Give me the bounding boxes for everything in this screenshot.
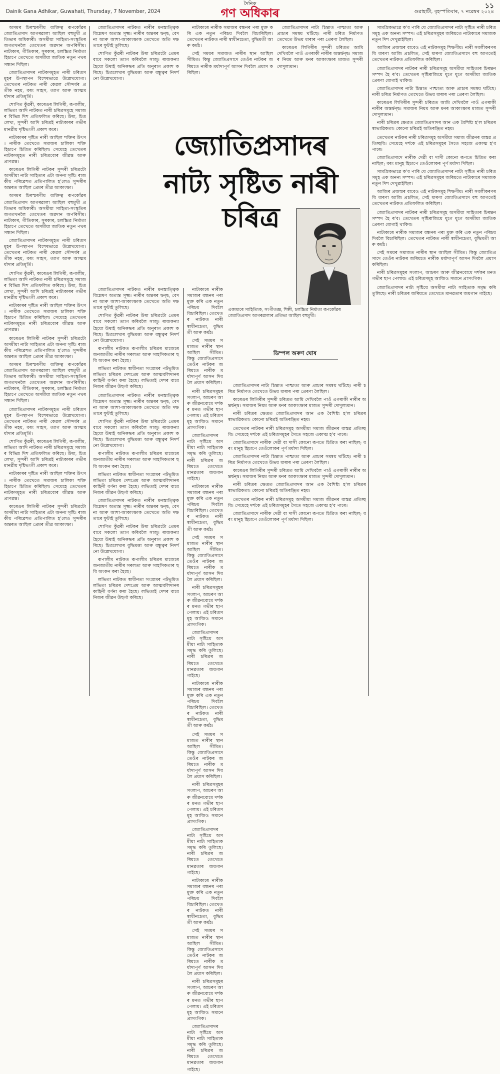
- article-byline: ডিম্পল অৰুণ ঘোষ: [273, 351, 317, 357]
- article-paragraph: শোণিত কুঁৱৰী নাটকৰ উষা চৰিত্ৰটো প্ৰেমৰ বাবে সকলো ত্যাগ কৰিবলৈ সাজু। ৰাজকন্যা হৈয়ো উষাই অনিৰুদ্ধৰ প্ৰতি অনুৰাগ প্ৰকাশ কৰিছে। চিত্ৰলেখাৰ বুদ্ধিমত্তা আৰু বন্ধুত্বৰ নিদৰ্শনো উল্লেখযোগ্য।: [93, 525, 179, 555]
- article-paragraph: সেই সময়ৰ সমাজত নাৰীৰ স্থান আছিল সীমিত। কিন্তু জ্যোতিপ্ৰসাদে তেওঁৰ নাটকৰ জৰিয়তে নাৰীক মৰ্যাদাপূৰ্ণ আসন দিবলৈ প্ৰয়াস কৰিছিল।: [187, 929, 223, 978]
- article-paragraph: নাৰী চৰিত্ৰসমূহৰ সংলাপ, আচৰণ আৰু জীৱনবোধে দৰ্শকৰ মনত গভীৰ ছাপ পেলায়। এই চৰিত্ৰসমূহ আজিও সমানে প্ৰাসংগিক।: [372, 271, 496, 283]
- article-paragraph: নাৰী চৰিত্ৰসমূহৰ সংলাপ, আচৰণ আৰু জীৱনবোধে দৰ্শকৰ মনত গভীৰ ছাপ পেলায়। এই চৰিত্ৰসমূহ আজিও সমানে প্ৰাসংগিক।: [187, 389, 223, 432]
- article-paragraph: জ্যোতিপ্ৰসাদৰ নাটকৰ নাৰী চৰিত্ৰসমূহ অসমীয়া সাহিত্যৰ চিৰন্তন সম্পদ হৈ ৰ'ব। তেখেতৰ সৃষ্টিৰাজিয়ে যুগে যুগে অসমীয়া জাতিক প্ৰেৰণা যোগাই থাকিব।: [372, 66, 496, 84]
- article-paragraph: জ্যোতিপ্ৰসাদৰ নাটকৰ নাৰী চৰিত্ৰসমূহ অসমীয়া সাহিত্যৰ চিৰন্তন সম্পদ হৈ ৰ'ব। তেখেতৰ সৃষ্টিৰাজিয়ে যুগে যুগে অসমীয়া জাতিক প্ৰেৰণা যোগাই থাকিব।: [372, 210, 496, 228]
- byline-divider: [252, 359, 338, 360]
- article-paragraph: কাৰেঙৰ লিগিৰীৰ সুন্দৰী চৰিত্ৰত আমি দেখিবলৈ পাওঁ এগৰাকী নাৰীৰ অন্তৰ্দ্বন্দ্ব। সমাজৰ নিয়ম আৰু মনৰ আকাংক্ষাৰ মাজত সুন্দৰী দোদুল্যমান।: [228, 469, 366, 481]
- article-paragraph: সামগ্ৰিকভাৱে ক'ব পাৰি যে জ্যোতিপ্ৰসাদৰ নাট্য সৃষ্টিত নাৰী চৰিত্ৰসমূহ এক অনন্য সম্পদ। এই চৰিত্ৰসমূহৰ জৰিয়তে নাট্যকাৰে সমাজক নতুন দিশ দেখুৱাইছিল।: [372, 169, 496, 188]
- column-divider: [183, 288, 184, 696]
- article-paragraph: নাৰী চৰিত্ৰৰ ক্ষেত্ৰত জ্যোতিপ্ৰসাদৰ আন এক বৈশিষ্ট্য হ'ল চৰিত্ৰৰ স্বাভাৱিকতা। কোনো চৰিত্ৰই অতিৰঞ্জিত নহয়।: [228, 483, 366, 495]
- article-paragraph: আজিৰ প্ৰজন্মৰ বাবেও এই নাটকসমূহ শিক্ষণীয়। নাৰী সবলীকৰণৰ যি ধাৰণা আজি প্ৰচলিত, সেই ধাৰণা জ্যোতিপ্ৰসাদে বহু আগতেই তেখেতৰ নাটকত প্ৰতিফলিত কৰিছিল।: [372, 190, 496, 208]
- article-paragraph: জ্যোতিপ্ৰসাদৰ নাটকত নাৰীৰ মনস্তাত্ত্বিক বিশ্লেষণ অত্যন্ত সূক্ষ্ম। নাৰীৰ অন্তৰৰ দ্বন্দ্ব, বেদনা আৰু আশা-আকাংক্ষাক তেখেতে অতি দক্ষতাৰে ফুটাই তুলিছে।: [93, 499, 179, 523]
- article-paragraph: কাৰেঙৰ লিগিৰীৰ সুন্দৰী চৰিত্ৰত আমি দেখিবলৈ পাওঁ এগৰাকী নাৰীৰ অন্তৰ্দ্বন্দ্ব। সমাজৰ নিয়ম আৰু মনৰ আকাংক্ষাৰ মাজত সুন্দৰী দোদুল্যমান।: [372, 101, 496, 119]
- article-paragraph: ৰূপালীম নাটকত ৰূপালীম চৰিত্ৰৰ মাজেৰে জনজাতীয় নাৰীৰ সৰলতা আৰু সাহসিকতাৰ ছবি অংকন কৰা হৈছে।: [93, 452, 179, 470]
- article-paragraph: আজিৰ প্ৰজন্মৰ বাবেও এই নাটকসমূহ শিক্ষণীয়। নাৰী সবলীকৰণৰ যি ধাৰণা আজি প্ৰচলিত, সেই ধাৰণা জ্যোতিপ্ৰসাদে বহু আগতেই তেখেতৰ নাটকত প্ৰতিফলিত কৰিছিল।: [372, 46, 496, 64]
- article-paragraph: জ্যোতিপ্ৰসাদৰ নাট্য সৃষ্টিয়ে অসমীয়া নাট্য সাহিত্যক সমৃদ্ধ কৰি তুলিছে। নাৰী চৰিত্ৰৰ জৰিয়তে তেখেতে মানৱতাৰ জয়গান গাইছে।: [187, 827, 223, 876]
- article-paragraph: অসমৰ চিৰস্মৰণীয় ব্যক্তিত্ব ৰূপকোঁৱৰ জ্যোতিপ্ৰসাদ আগৰৱালা আছিল বহুমুখী প্ৰতিভাৰ অধিকাৰী। অসমীয়া সাহিত্য-সংস্কৃতিৰ জগতখনলৈ তেখেতৰ অৱদান অপৰিসীম। নাট্যকাৰ, গীতিকাৰ, সুৰকাৰ, চলচ্চিত্ৰ নিৰ্মাতা হিচাপে তেখেতে অসমীয়া জাতিক নতুন পথৰ সন্ধান দিছিল।: [4, 362, 86, 405]
- article-paragraph: কাৰেঙৰ লিগিৰী নাটকৰ সুন্দৰী চৰিত্ৰটো অসমীয়া নাট্য সাহিত্যৰ এটা অনন্য সৃষ্টি। ৰাজকীয় পৰিৱেশত প্ৰতিপালিত হ'লেও সুন্দৰীৰ অন্তৰত আছিল প্ৰেমৰ তীব্ৰ আকাংক্ষা।: [4, 504, 86, 529]
- article-paragraph: তেখেতৰ নাটকৰ নাৰী চৰিত্ৰসমূহ অসমীয়া সমাজ জীৱনৰ বাস্তৱ প্ৰতিচ্ছবি। সেয়েহে দৰ্শকে এই চৰিত্ৰসমূহৰ সৈতে সহজে একাত্ম হ'ব পাৰে।: [372, 135, 496, 153]
- article-paragraph: সেই সময়ৰ সমাজত নাৰীৰ স্থান আছিল সীমিত। কিন্তু জ্যোতিপ্ৰসাদে তেওঁৰ নাটকৰ জৰিয়তে নাৰীক মৰ্যাদাপূৰ্ণ আসন দিবলৈ প্ৰয়াস কৰিছিল।: [187, 338, 223, 387]
- article-paragraph: কাৰেঙৰ লিগিৰীৰ সুন্দৰী চৰিত্ৰত আমি দেখিবলৈ পাওঁ এগৰাকী নাৰীৰ অন্তৰ্দ্বন্দ্ব। সমাজৰ নিয়ম আৰু মনৰ আকাংক্ষাৰ মাজত সুন্দৰী দোদুল্যমান।: [228, 398, 366, 410]
- article-paragraph: শোণিত কুঁৱৰী, কাৰেঙৰ লিগিৰী, ৰূপালীম, লভিতা আদি নাটকত নাৰী চৰিত্ৰসমূহে সমাজৰ বিভিন্ন দিশ প্ৰতিফলিত কৰিছে। উষা, চিত্ৰলেখা, সুন্দৰী আদি চৰিত্ৰই নাট্যকাৰৰ গভীৰ মানৱীয় দৃষ্টিভংগী প্ৰকাশ কৰে।: [4, 440, 86, 470]
- article-column-3: [187, 26, 273, 126]
- article-paragraph: লভিতা নাটকত স্বাধীনতা সংগ্ৰামৰ পটভূমিত লভিতা চৰিত্ৰৰ দেশপ্ৰেম আৰু আত্মবলিদানৰ কাহিনী বৰ্ণনা কৰা হৈছে। লভিতাই দেশৰ বাবে নিজৰ জীৱন উছৰ্গা কৰিছে।: [93, 578, 179, 602]
- article-paragraph: সেই সময়ৰ সমাজত নাৰীৰ স্থান আছিল সীমিত। কিন্তু জ্যোতিপ্ৰসাদে তেওঁৰ নাটকৰ জৰিয়তে নাৰীক মৰ্যাদাপূৰ্ণ আসন দিবলৈ প্ৰয়াস কৰিছিল।: [187, 52, 273, 76]
- article-paragraph: নাট্যকাৰে নাৰীক সমাজৰ বন্ধনৰ পৰা মুক্ত কৰি এক নতুন পৰিচয় দিবলৈ বিচাৰিছিল। তেখেতৰ নাটকত নাৰী স্বাধীনচেতা, বুদ্ধিমতী আৰু কৰ্মঠ।: [187, 681, 223, 730]
- article-paragraph: নাট্যকাৰৰ দৃষ্টিত নাৰী আছিল শক্তিৰ উৎস। নাৰীক তেখেতে সমাজৰ চালিকা শক্তি হিচাপে চিত্ৰিত কৰিছিল। সেয়েহে তেখেতৰ নাটকসমূহত নাৰী চৰিত্ৰবোৰ জীৱন্ত আৰু প্ৰাণৱন্ত।: [4, 135, 86, 165]
- article-paragraph: ৰূপালীম নাটকত ৰূপালীম চৰিত্ৰৰ মাজেৰে জনজাতীয় নাৰীৰ সৰলতা আৰু সাহসিকতাৰ ছবি অংকন কৰা হৈছে।: [93, 346, 179, 365]
- article-paragraph: নাট্যকাৰে নাৰীক সমাজৰ বন্ধনৰ পৰা মুক্ত কৰি এক নতুন পৰিচয় দিবলৈ বিচাৰিছিল। তেখেতৰ নাটকত নাৰী স্বাধীনচেতা, বুদ্ধিমতী আৰু কৰ্মঠ।: [187, 878, 223, 927]
- article-paragraph: জ্যোতিপ্ৰসাদৰ নাটকসমূহত নাৰী চৰিত্ৰসমূহৰ উপস্থাপন বিশেষভাৱে উল্লেখযোগ্য। তেখেতৰ নাটকত নাৰী কেৱল সৌন্দৰ্যৰ প্ৰতীক নহয়, বৰং সাহস, ত্যাগ আৰু আত্মমৰ্যাদাৰ প্ৰতিমূৰ্তি।: [4, 239, 86, 269]
- article-column-2-lower: [93, 288, 179, 696]
- portrait-caption: একাধাৰে সাহিত্যিক, সংগীতজ্ঞ, শিল্পী, চলচ্চিত্ৰ নিৰ্মাতা ৰূপকোঁৱৰ জ্যোতিপ্ৰসাদ আগৰৱালাৰ প্ৰতিভা আছিল বহুমুখী।: [228, 308, 341, 319]
- article-paragraph: নাৰী চৰিত্ৰৰ ক্ষেত্ৰত জ্যোতিপ্ৰসাদৰ আন এক বৈশিষ্ট্য হ'ল চৰিত্ৰৰ স্বাভাৱিকতা। কোনো চৰিত্ৰই অতিৰঞ্জিত নহয়।: [372, 121, 496, 133]
- article-paragraph: তেখেতৰ নাটকৰ নাৰী চৰিত্ৰসমূহ অসমীয়া সমাজ জীৱনৰ বাস্তৱ প্ৰতিচ্ছবি। সেয়েহে দৰ্শকে এই চৰিত্ৰসমূহৰ সৈতে সহজে একাত্ম হ'ব পাৰে।: [228, 497, 366, 509]
- article-paragraph: সামগ্ৰিকভাৱে ক'ব পাৰি যে জ্যোতিপ্ৰসাদৰ নাট্য সৃষ্টিত নাৰী চৰিত্ৰসমূহ এক অনন্য সম্পদ। এই চৰিত্ৰসমূহৰ জৰিয়তে নাট্যকাৰে সমাজক নতুন দিশ দেখুৱাইছিল।: [372, 26, 496, 44]
- article-paragraph: নাৰী চৰিত্ৰসমূহৰ সংলাপ, আচৰণ আৰু জীৱনবোধে দৰ্শকৰ মনত গভীৰ ছাপ পেলায়। এই চৰিত্ৰসমূহ আজিও সমানে প্ৰাসংগিক।: [187, 980, 223, 1022]
- article-paragraph: নাট্যকাৰে নাৰীক সমাজৰ বন্ধনৰ পৰা মুক্ত কৰি এক নতুন পৰিচয় দিবলৈ বিচাৰিছিল। তেখেতৰ নাটকত নাৰী স্বাধীনচেতা, বুদ্ধিমতী আৰু কৰ্মঠ।: [187, 484, 223, 533]
- masthead: [0, 0, 500, 22]
- article-paragraph: জ্যোতিপ্ৰসাদৰ নাট্য সৃষ্টিয়ে অসমীয়া নাট্য সাহিত্যক সমৃদ্ধ কৰি তুলিছে। নাৰী চৰিত্ৰৰ জৰিয়তে তেখেতে মানৱতাৰ জয়গান গাইছে।: [187, 631, 223, 679]
- article-paragraph: নাট্যকাৰে নাৰীক সমাজৰ বন্ধনৰ পৰা মুক্ত কৰি এক নতুন পৰিচয় দিবলৈ বিচাৰিছিল। তেখেতৰ নাটকত নাৰী স্বাধীনচেতা, বুদ্ধিমতী আৰু কৰ্মঠ।: [187, 288, 223, 336]
- article-paragraph: জ্যোতিপ্ৰসাদে নাৰীক দেৱী বা দাসী কোনো ৰূপতে চিত্ৰিত কৰা নাছিল; বৰং মানুহ হিচাপে তেওঁলোকৰ পূৰ্ণ মৰ্যাদা দিছিল।: [228, 511, 366, 523]
- article-column-5: [372, 26, 496, 696]
- article-paragraph: কাৰেঙৰ লিগিৰী নাটকৰ সুন্দৰী চৰিত্ৰটো অসমীয়া নাট্য সাহিত্যৰ এটা অনন্য সৃষ্টি। ৰাজকীয় পৰিৱেশত প্ৰতিপালিত হ'লেও সুন্দৰীৰ অন্তৰত আছিল প্ৰেমৰ তীব্ৰ আকাংক্ষা।: [4, 336, 86, 360]
- article-paragraph: নাট্যকাৰৰ দৃষ্টিত নাৰী আছিল শক্তিৰ উৎস। নাৰীক তেখেতে সমাজৰ চালিকা শক্তি হিচাপে চিত্ৰিত কৰিছিল। সেয়েহে তেখেতৰ নাটকসমূহত নাৰী চৰিত্ৰবোৰ জীৱন্ত আৰু প্ৰাণৱন্ত।: [4, 472, 86, 502]
- article-paragraph: জ্যোতিপ্ৰসাদৰ নাটকত নাৰীৰ মনস্তাত্ত্বিক বিশ্লেষণ অত্যন্ত সূক্ষ্ম। নাৰীৰ অন্তৰৰ দ্বন্দ্ব, বেদনা আৰু আশা-আকাংক্ষাক তেখেতে অতি দক্ষতাৰে ফুটাই তুলিছে।: [93, 288, 179, 312]
- article-column-1: [4, 26, 86, 696]
- headline-line-1: জ্যোতিপ্ৰসাদৰ: [174, 131, 328, 162]
- article-paragraph: সেই সময়ৰ সমাজত নাৰীৰ স্থান আছিল সীমিত। কিন্তু জ্যোতিপ্ৰসাদে তেওঁৰ নাটকৰ জৰিয়তে নাৰীক মৰ্যাদাপূৰ্ণ আসন দিবলৈ প্ৰয়াস কৰিছিল।: [372, 251, 496, 269]
- article-paragraph: জ্যোতিপ্ৰসাদৰ নাট্য চিন্তাত পাশ্চাত্য আৰু প্ৰাচ্যৰ সমন্বয় ঘটিছে। নাৰী চৰিত্ৰ নিৰ্মাণত তেখেতে উভয় ধাৰাৰ পৰা প্ৰেৰণা লৈছিল।: [228, 384, 366, 396]
- article-column-4: [277, 26, 363, 126]
- masthead-daily-label: দৈনিক: [243, 1, 257, 7]
- masthead-left-dateline: Dainik Gana Adhikar, Guwahati, Thursday, 7 November, 2024: [6, 9, 161, 15]
- column-divider: [89, 26, 90, 696]
- article-column-2: [93, 26, 179, 126]
- article-paragraph: শোণিত কুঁৱৰী নাটকৰ উষা চৰিত্ৰটো প্ৰেমৰ বাবে সকলো ত্যাগ কৰিবলৈ সাজু। ৰাজকন্যা হৈয়ো উষাই অনিৰুদ্ধৰ প্ৰতি অনুৰাগ প্ৰকাশ কৰিছে। চিত্ৰলেখাৰ বুদ্ধিমত্তা আৰু বন্ধুত্বৰ নিদৰ্শনো উল্লেখযোগ্য।: [93, 419, 179, 450]
- article-paragraph: জ্যোতিপ্ৰসাদৰ নাটকত নাৰীৰ মনস্তাত্ত্বিক বিশ্লেষণ অত্যন্ত সূক্ষ্ম। নাৰীৰ অন্তৰৰ দ্বন্দ্ব, বেদনা আৰু আশা-আকাংক্ষাক তেখেতে অতি দক্ষতাৰে ফুটাই তুলিছে।: [93, 26, 179, 50]
- article-paragraph: নাৰী চৰিত্ৰসমূহৰ সংলাপ, আচৰণ আৰু জীৱনবোধে দৰ্শকৰ মনত গভীৰ ছাপ পেলায়। এই চৰিত্ৰসমূহ আজিও সমানে প্ৰাসংগিক।: [187, 586, 223, 628]
- article-paragraph: সেই সময়ৰ সমাজত নাৰীৰ স্থান আছিল সীমিত। কিন্তু জ্যোতিপ্ৰসাদে তেওঁৰ নাটকৰ জৰিয়তে নাৰীক মৰ্যাদাপূৰ্ণ আসন দিবলৈ প্ৰয়াস কৰিছিল।: [187, 535, 223, 584]
- headline-line-2: নাট্য সৃষ্টিত নাৰী চৰিত্ৰ: [163, 169, 339, 234]
- article-paragraph: কাৰেঙৰ লিগিৰীৰ সুন্দৰী চৰিত্ৰত আমি দেখিবলৈ পাওঁ এগৰাকী নাৰীৰ অন্তৰ্দ্বন্দ্ব। সমাজৰ নিয়ম আৰু মনৰ আকাংক্ষাৰ মাজত সুন্দৰী দোদুল্যমান।: [277, 46, 363, 70]
- article-paragraph: শোণিত কুঁৱৰী নাটকৰ উষা চৰিত্ৰটো প্ৰেমৰ বাবে সকলো ত্যাগ কৰিবলৈ সাজু। ৰাজকন্যা হৈয়ো উষাই অনিৰুদ্ধৰ প্ৰতি অনুৰাগ প্ৰকাশ কৰিছে। চিত্ৰলেখাৰ বুদ্ধিমত্তা আৰু বন্ধুত্বৰ নিদৰ্শনো উল্লেখযোগ্য।: [93, 314, 179, 344]
- article-paragraph: শোণিত কুঁৱৰী নাটকৰ উষা চৰিত্ৰটো প্ৰেমৰ বাবে সকলো ত্যাগ কৰিবলৈ সাজু। ৰাজকন্যা হৈয়ো উষাই অনিৰুদ্ধৰ প্ৰতি অনুৰাগ প্ৰকাশ কৰিছে। চিত্ৰলেখাৰ বুদ্ধিমত্তা আৰু বন্ধুত্বৰ নিদৰ্শনো উল্লেখযোগ্য।: [93, 52, 179, 82]
- article-paragraph: জ্যোতিপ্ৰসাদৰ নাটকসমূহত নাৰী চৰিত্ৰসমূহৰ উপস্থাপন বিশেষভাৱে উল্লেখযোগ্য। তেখেতৰ নাটকত নাৰী কেৱল সৌন্দৰ্যৰ প্ৰতীক নহয়, বৰং সাহস, ত্যাগ আৰু আত্মমৰ্যাদাৰ প্ৰতিমূৰ্তি।: [4, 70, 86, 101]
- article-paragraph: জ্যোতিপ্ৰসাদৰ নাট্য সৃষ্টিয়ে অসমীয়া নাট্য সাহিত্যক সমৃদ্ধ কৰি তুলিছে। নাৰী চৰিত্ৰৰ জৰিয়তে তেখেতে মানৱতাৰ জয়গান গাইছে।: [187, 434, 223, 482]
- masthead-right-dateline: গুৱাহাটী, বৃহস্পতিবাৰ, ৭ নৱেম্বৰ ২০২৪: [414, 9, 494, 15]
- masthead-newspaper-name: গণ অধিকাৰ: [220, 6, 280, 20]
- author-portrait-image: [296, 208, 360, 304]
- masthead-logo: [200, 1, 300, 20]
- article-paragraph: জ্যোতিপ্ৰসাদৰ নাট্য চিন্তাত পাশ্চাত্য আৰু প্ৰাচ্যৰ সমন্বয় ঘটিছে। নাৰী চৰিত্ৰ নিৰ্মাণত তেখেতে উভয় ধাৰাৰ পৰা প্ৰেৰণা লৈছিল।: [228, 454, 366, 467]
- article-column-3-lower: [187, 288, 223, 1073]
- column-divider: [368, 26, 369, 696]
- article-paragraph: কাৰেঙৰ লিগিৰী নাটকৰ সুন্দৰী চৰিত্ৰটো অসমীয়া নাট্য সাহিত্যৰ এটা অনন্য সৃষ্টি। ৰাজকীয় পৰিৱেশত প্ৰতিপালিত হ'লেও সুন্দৰীৰ অন্তৰত আছিল প্ৰেমৰ তীব্ৰ আকাংক্ষা।: [4, 168, 86, 192]
- article-paragraph: শোণিত কুঁৱৰী, কাৰেঙৰ লিগিৰী, ৰূপালীম, লভিতা আদি নাটকত নাৰী চৰিত্ৰসমূহে সমাজৰ বিভিন্ন দিশ প্ৰতিফলিত কৰিছে। উষা, চিত্ৰলেখা, সুন্দৰী আদি চৰিত্ৰই নাট্যকাৰৰ গভীৰ মানৱীয় দৃষ্টিভংগী প্ৰকাশ কৰে।: [4, 271, 86, 301]
- page-number: ১১: [484, 2, 494, 10]
- article-paragraph: ৰূপালীম নাটকত ৰূপালীম চৰিত্ৰৰ মাজেৰে জনজাতীয় নাৰীৰ সৰলতা আৰু সাহসিকতাৰ ছবি অংকন কৰা হৈছে।: [93, 557, 179, 576]
- article-paragraph: নাৰী চৰিত্ৰৰ ক্ষেত্ৰত জ্যোতিপ্ৰসাদৰ আন এক বৈশিষ্ট্য হ'ল চৰিত্ৰৰ স্বাভাৱিকতা। কোনো চৰিত্ৰই অতিৰঞ্জিত নহয়।: [228, 412, 366, 424]
- article-paragraph: তেখেতৰ নাটকৰ নাৰী চৰিত্ৰসমূহ অসমীয়া সমাজ জীৱনৰ বাস্তৱ প্ৰতিচ্ছবি। সেয়েহে দৰ্শকে এই চৰিত্ৰসমূহৰ সৈতে সহজে একাত্ম হ'ব পাৰে।: [228, 426, 366, 438]
- article-paragraph: অসমৰ চিৰস্মৰণীয় ব্যক্তিত্ব ৰূপকোঁৱৰ জ্যোতিপ্ৰসাদ আগৰৱালা আছিল বহুমুখী প্ৰতিভাৰ অধিকাৰী। অসমীয়া সাহিত্য-সংস্কৃতিৰ জগতখনলৈ তেখেতৰ অৱদান অপৰিসীম। নাট্যকাৰ, গীতিকাৰ, সুৰকাৰ, চলচ্চিত্ৰ নিৰ্মাতা হিচাপে তেখেতে অসমীয়া জাতিক নতুন পথৰ সন্ধান দিছিল।: [4, 194, 86, 236]
- article-paragraph: নাৰী চৰিত্ৰসমূহৰ সংলাপ, আচৰণ আৰু জীৱনবোধে দৰ্শকৰ মনত গভীৰ ছাপ পেলায়। এই চৰিত্ৰসমূহ আজিও সমানে প্ৰাসংগিক।: [187, 783, 223, 825]
- article-paragraph: নাট্যকাৰে নাৰীক সমাজৰ বন্ধনৰ পৰা মুক্ত কৰি এক নতুন পৰিচয় দিবলৈ বিচাৰিছিল। তেখেতৰ নাটকত নাৰী স্বাধীনচেতা, বুদ্ধিমতী আৰু কৰ্মঠ।: [372, 230, 496, 248]
- article-paragraph: লভিতা নাটকত স্বাধীনতা সংগ্ৰামৰ পটভূমিত লভিতা চৰিত্ৰৰ দেশপ্ৰেম আৰু আত্মবলিদানৰ কাহিনী বৰ্ণনা কৰা হৈছে। লভিতাই দেশৰ বাবে নিজৰ জীৱন উছৰ্গা কৰিছে।: [93, 367, 179, 391]
- article-paragraph: জ্যোতিপ্ৰসাদৰ নাট্য চিন্তাত পাশ্চাত্য আৰু প্ৰাচ্যৰ সমন্বয় ঘটিছে। নাৰী চৰিত্ৰ নিৰ্মাণত তেখেতে উভয় ধাৰাৰ পৰা প্ৰেৰণা লৈছিল।: [372, 86, 496, 98]
- article-paragraph: জ্যোতিপ্ৰসাদে নাৰীক দেৱী বা দাসী কোনো ৰূপতে চিত্ৰিত কৰা নাছিল; বৰং মানুহ হিচাপে তেওঁলোকৰ পূৰ্ণ মৰ্যাদা দিছিল।: [228, 440, 366, 452]
- article-paragraph: জ্যোতিপ্ৰসাদৰ নাট্য চিন্তাত পাশ্চাত্য আৰু প্ৰাচ্যৰ সমন্বয় ঘটিছে। নাৰী চৰিত্ৰ নিৰ্মাণত তেখেতে উভয় ধাৰাৰ পৰা প্ৰেৰণা লৈছিল।: [277, 26, 363, 44]
- article-paragraph: সেই সময়ৰ সমাজত নাৰীৰ স্থান আছিল সীমিত। কিন্তু জ্যোতিপ্ৰসাদে তেওঁৰ নাটকৰ জৰিয়তে নাৰীক মৰ্যাদাপূৰ্ণ আসন দিবলৈ প্ৰয়াস কৰিছিল।: [187, 732, 223, 781]
- article-paragraph: জ্যোতিপ্ৰসাদৰ নাটকসমূহত নাৰী চৰিত্ৰসমূহৰ উপস্থাপন বিশেষভাৱে উল্লেখযোগ্য। তেখেতৰ নাটকত নাৰী কেৱল সৌন্দৰ্যৰ প্ৰতীক নহয়, বৰং সাহস, ত্যাগ আৰু আত্মমৰ্যাদাৰ প্ৰতিমূৰ্তি।: [4, 407, 86, 437]
- article-column-4-lower: [228, 384, 366, 696]
- article-paragraph: জ্যোতিপ্ৰসাদৰ নাট্য সৃষ্টিয়ে অসমীয়া নাট্য সাহিত্যক সমৃদ্ধ কৰি তুলিছে। নাৰী চৰিত্ৰৰ জৰিয়তে তেখেতে মানৱতাৰ জয়গান গাইছে।: [372, 285, 496, 297]
- article-paragraph: নাট্যকাৰে নাৰীক সমাজৰ বন্ধনৰ পৰা মুক্ত কৰি এক নতুন পৰিচয় দিবলৈ বিচাৰিছিল। তেখেতৰ নাটকত নাৰী স্বাধীনচেতা, বুদ্ধিমতী আৰু কৰ্মঠ।: [187, 26, 273, 50]
- article-paragraph: জ্যোতিপ্ৰসাদৰ নাটকত নাৰীৰ মনস্তাত্ত্বিক বিশ্লেষণ অত্যন্ত সূক্ষ্ম। নাৰীৰ অন্তৰৰ দ্বন্দ্ব, বেদনা আৰু আশা-আকাংক্ষাক তেখেতে অতি দক্ষতাৰে ফুটাই তুলিছে।: [93, 393, 179, 417]
- article-paragraph: জ্যোতিপ্ৰসাদে নাৰীক দেৱী বা দাসী কোনো ৰূপতে চিত্ৰিত কৰা নাছিল; বৰং মানুহ হিচাপে তেওঁলোকৰ পূৰ্ণ মৰ্যাদা দিছিল।: [372, 155, 496, 167]
- article-paragraph: জ্যোতিপ্ৰসাদৰ নাট্য সৃষ্টিয়ে অসমীয়া নাট্য সাহিত্যক সমৃদ্ধ কৰি তুলিছে। নাৰী চৰিত্ৰৰ জৰিয়তে তেখেতে মানৱতাৰ জয়গান গাইছে।: [187, 1024, 223, 1073]
- article-paragraph: শোণিত কুঁৱৰী, কাৰেঙৰ লিগিৰী, ৰূপালীম, লভিতা আদি নাটকত নাৰী চৰিত্ৰসমূহে সমাজৰ বিভিন্ন দিশ প্ৰতিফলিত কৰিছে। উষা, চিত্ৰলেখা, সুন্দৰী আদি চৰিত্ৰই নাট্যকাৰৰ গভীৰ মানৱীয় দৃষ্টিভংগী প্ৰকাশ কৰে।: [4, 103, 86, 133]
- article-paragraph: নাট্যকাৰৰ দৃষ্টিত নাৰী আছিল শক্তিৰ উৎস। নাৰীক তেখেতে সমাজৰ চালিকা শক্তি হিচাপে চিত্ৰিত কৰিছিল। সেয়েহে তেখেতৰ নাটকসমূহত নাৰী চৰিত্ৰবোৰ জীৱন্ত আৰু প্ৰাণৱন্ত।: [4, 304, 86, 334]
- article-paragraph: লভিতা নাটকত স্বাধীনতা সংগ্ৰামৰ পটভূমিত লভিতা চৰিত্ৰৰ দেশপ্ৰেম আৰু আত্মবলিদানৰ কাহিনী বৰ্ণনা কৰা হৈছে। লভিতাই দেশৰ বাবে নিজৰ জীৱন উছৰ্গা কৰিছে।: [93, 472, 179, 496]
- article-paragraph: অসমৰ চিৰস্মৰণীয় ব্যক্তিত্ব ৰূপকোঁৱৰ জ্যোতিপ্ৰসাদ আগৰৱালা আছিল বহুমুখী প্ৰতিভাৰ অধিকাৰী। অসমীয়া সাহিত্য-সংস্কৃতিৰ জগতখনলৈ তেখেতৰ অৱদান অপৰিসীম। নাট্যকাৰ, গীতিকাৰ, সুৰকাৰ, চলচ্চিত্ৰ নিৰ্মাতা হিচাপে তেখেতে অসমীয়া জাতিক নতুন পথৰ সন্ধান দিছিল।: [4, 26, 86, 68]
